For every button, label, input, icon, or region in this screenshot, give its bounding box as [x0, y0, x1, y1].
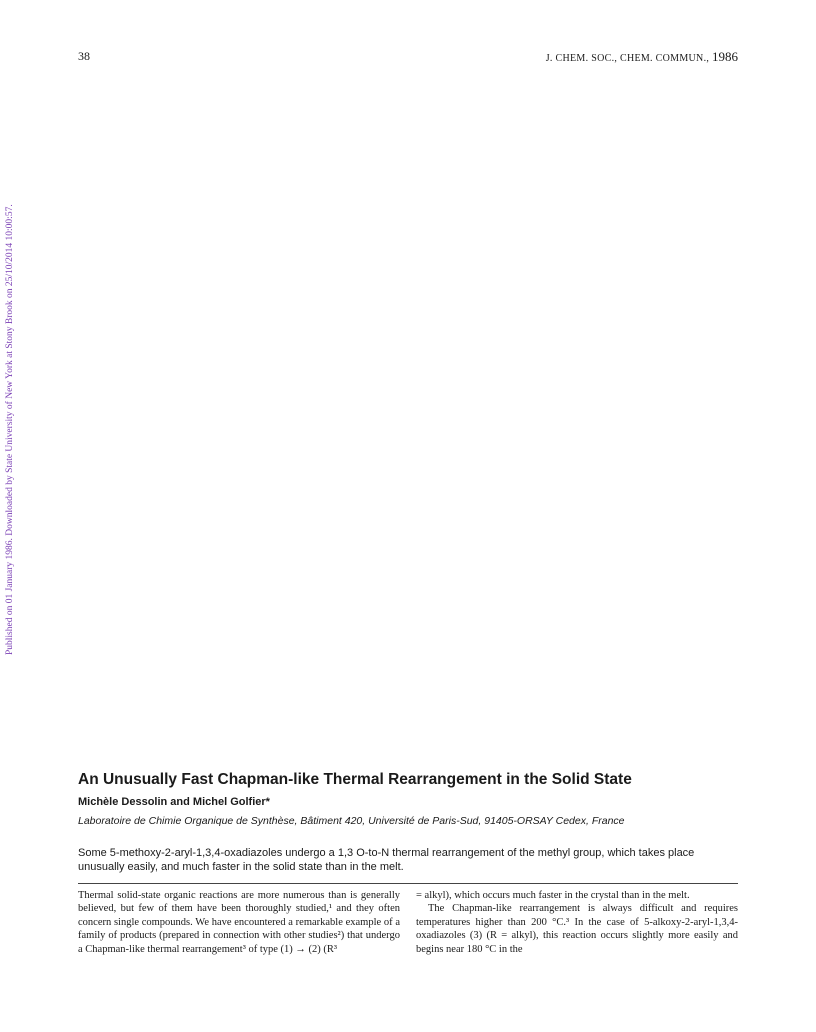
body-column-left	[78, 889, 400, 956]
running-head	[546, 49, 738, 65]
journal-year: 1986	[712, 49, 738, 64]
authors: Michèle Dessolin and Michel Golfier*	[78, 796, 270, 808]
body-column-right	[416, 889, 738, 956]
article-title: An Unusually Fast Chapman-like Thermal Rearrangement in the Solid State	[78, 771, 632, 788]
download-watermark: Published on 01 January 1986. Downloaded by State University of New York at Stony Brook on 25/10/2014 10:00:57.	[5, 204, 15, 655]
abstract: Some 5-methoxy-2-aryl-1,3,4-oxadiazoles undergo a 1,3 O-to-N thermal rearrangement of the methyl group, which takes place unusually easily, and much faster in the solid state than in the melt.	[78, 847, 695, 873]
journal-name: J. CHEM. SOC., CHEM. COMMUN.,	[545, 53, 710, 64]
affiliation: Laboratoire de Chimie Organique de Synthèse, Bâtiment 420, Université de Paris-Sud, 91405-ORSAY Cedex, France	[78, 815, 625, 827]
paragraph: The Chapman-like rearrangement is always difficult and requires temperatures higher than 200 °C.³ In the case of 5-alkoxy-2-aryl-1,3,4-oxadiazoles (3) (R = alkyl), this reaction occurs slightly more easily and begins near 180 °C in the	[416, 903, 738, 955]
paragraph: = alkyl), which occurs much faster in the crystal than in the melt.	[416, 890, 690, 901]
page-number: 38	[78, 49, 90, 63]
paragraph: Thermal solid-state organic reactions are more numerous than is generally believed, but few of them have been thoroughly studied,¹ and they often concern single compounds. We have encountered a remarkable example of a family of products (prepared in connection with other studies²) that undergo a Chapman-like thermal rearrangement³ of type (1) → (2) (R³	[78, 890, 400, 955]
section-divider	[78, 883, 738, 884]
